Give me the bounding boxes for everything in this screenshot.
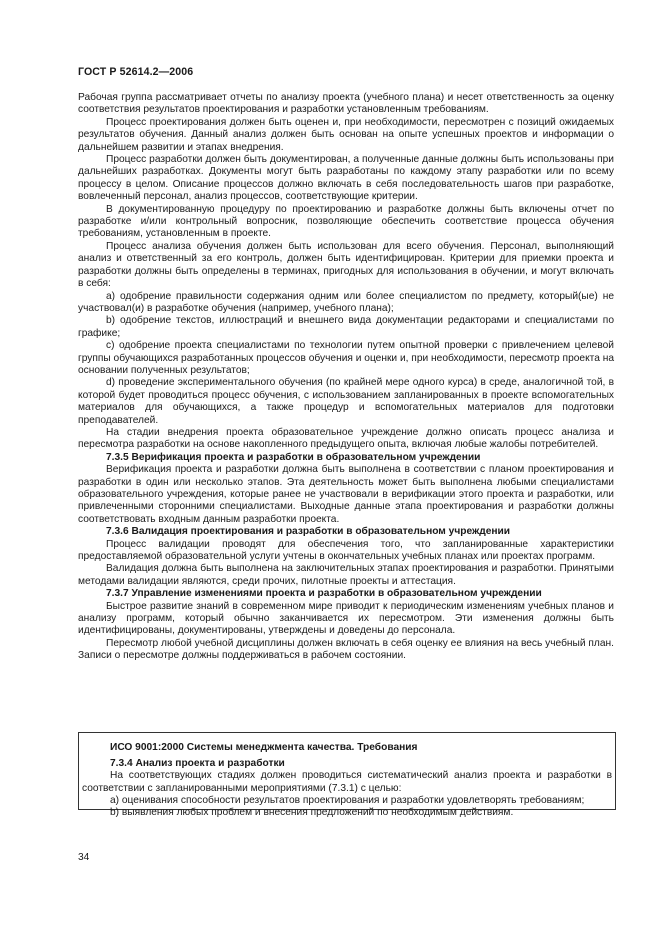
paragraph: Пересмотр любой учебной дисциплины должен включать в себя оценку ее влияния на весь учебный план. Записи о пересмотре должны поддерживаться в рабочем состоянии. xyxy=(78,637,614,662)
iso-quote-content xyxy=(82,742,612,819)
paragraph: Верификация проекта и разработки должна быть выполнена в соответствии с планом проектирования и разработки в один или несколько этапов. Эта деятельность может быть выполнена любыми специалистами образовательного учреждения, которые ранее не участвовали в верификации этого проекта и разработки, или привлеченными сторонними специалистами. Выходные данные этапа проектирования и разработки должны соответствовать входным данным разработки проекта. xyxy=(78,464,614,525)
list-item-a: а) оценивания способности результатов проектирования и разработки удовлетворять требованиям; xyxy=(110,794,585,806)
list-item-b: b) выявления любых проблем и внесения предложений по необходимым действиям. xyxy=(110,807,514,819)
paragraph: Быстрое развитие знаний в современном мире приводит к периодическим изменениям учебных планов и анализу программ, который обычно заканчивается их пересмотром. Эти изменения должны быть идентифицированы, документированы, утверждены и доведены до персонала. xyxy=(78,600,614,637)
section-heading-7-3-6: 7.3.6 Валидация проектирования и разработки в образовательном учреждении xyxy=(106,526,511,538)
paragraph: На стадии внедрения проекта образовательное учреждение должно описать процесс анализа и пересмотра разработки на основе накопленного предыдущего опыта, включая любые жалобы потребителей. xyxy=(78,426,614,451)
paragraph: Валидация должна быть выполнена на заключительных этапах проектирования и разработки. Принятыми методами валидации являются, среди прочих, пилотные проекты и аттестация. xyxy=(78,563,614,587)
section-heading-7-3-7: 7.3.7 Управление изменениями проекта и разработки в образовательном учреждении xyxy=(106,588,542,600)
list-item-a: а) одобрение правильности содержания одним или более специалистом по предмету, который(ые) не участвовал(и) в разработке обучения (например, учебного плана); xyxy=(78,290,614,314)
iso-quote-title: ИСО 9001:2000 Системы менеджмента качества. Требования xyxy=(110,742,418,753)
section-heading-7-3-4: 7.3.4 Анализ проекта и разработки xyxy=(110,758,285,770)
list-item-c: с) одобрение проекта специалистами по технологии путем опытной проверки с привлечением целевой группы обучающихся разработанных процессов обучения и оценки и, при необходимости, пересмотр проекта на основании полученных результатов; xyxy=(78,340,614,376)
standard-header: ГОСТ Р 52614.2—2006 xyxy=(78,66,194,78)
paragraph: Процесс разработки должен быть документирован, а полученные данные должны быть использованы при дальнейших разработках. Документы могут быть разработаны по каждому этапу разработки или по всему процессу в целом. Описание процессов должно включать в себя последовательность шагов при разработке, вовлеченный персонал, анализ процессов, соответствующие критерии. xyxy=(78,154,614,203)
list-item-b: b) одобрение текстов, иллюстраций и внешнего вида документации редакторами и специалистами по графике; xyxy=(78,315,614,339)
section-heading-7-3-5: 7.3.5 Верификация проекта и разработки в образовательном учреждении xyxy=(106,451,481,463)
paragraph: В документированную процедуру по проектированию и разработке должны быть включены отчет по разработке и/или контрольный вопросник, позволяющие обеспечить соответствие процесса обучения требованиям, установленным в проекте. xyxy=(78,203,614,240)
paragraph: Рабочая группа рассматривает отчеты по анализу проекта (учебного плана) и несет ответственность за оценку соответствия результатов проектирования и разработки установленным требованиям. xyxy=(78,92,614,116)
list-item-d: d) проведение экспериментального обучения (по крайней мере одного курса) в среде, аналогичной той, в которой будет проводиться процесс обучения, с использованием запланированных в проекте вспомогательных материалов для обучающихся, а также процедур и вспомогательных материалов для подготовки преподавателей. xyxy=(78,377,614,426)
paragraph: Процесс анализа обучения должен быть использован для всего обучения. Персонал, выполняющий анализ и ответственный за его контроль, должен быть идентифицирован. Критерии для приемки проекта и разработки должны быть определены в терминах, пригодных для использования в обучении, и могут включать в себя: xyxy=(78,240,614,290)
page-number: 34 xyxy=(78,852,90,863)
paragraph: На соответствующих стадиях должен проводиться систематический анализ проекта и разработки в соответствии с запланированными мероприятиями (7.3.1) с целью: xyxy=(82,770,612,794)
paragraph: Процесс валидации проводят для обеспечения того, что запланированные характеристики предоставляемой образовательной услуги учтены в окончательных учебных планах или проектах программ. xyxy=(78,538,614,563)
paragraph: Процесс проектирования должен быть оценен и, при необходимости, пересмотрен с позиций ожидаемых результатов обучения. Данный анализ должен быть основан на опыте успешных проектов и информации о дальнейшем развитии и этапах внедрения. xyxy=(78,116,614,153)
main-text xyxy=(78,92,614,663)
